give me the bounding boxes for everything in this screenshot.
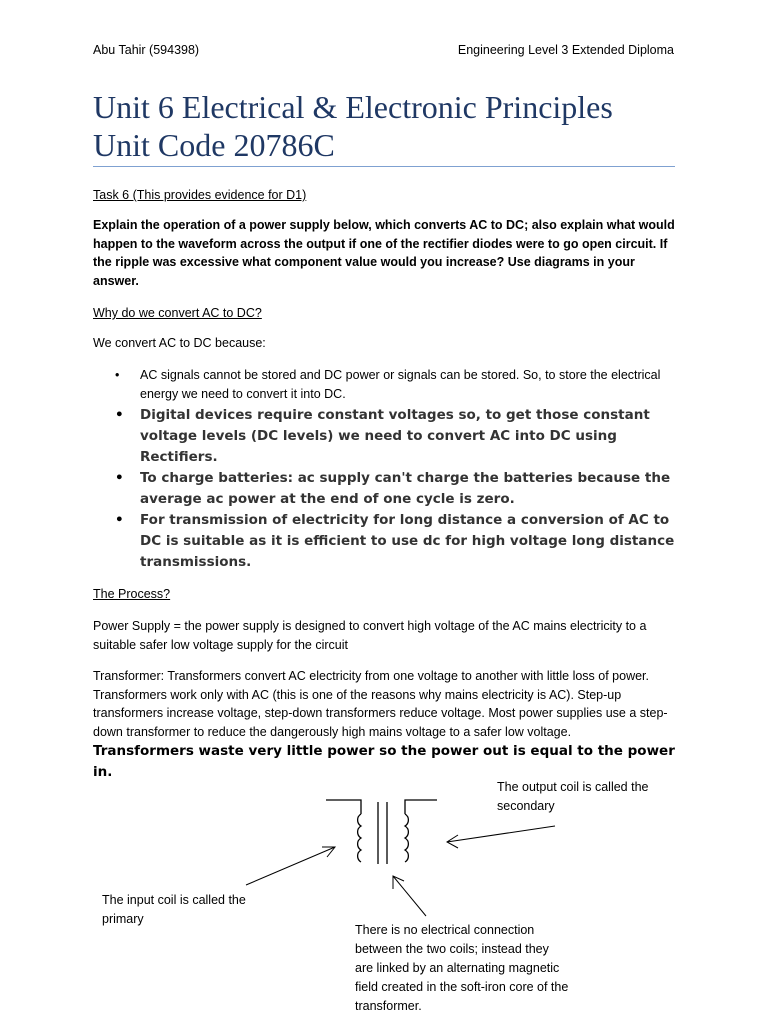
- secondary-coil: [405, 800, 437, 862]
- why-intro: We convert AC to DC because:: [93, 336, 266, 350]
- why-heading: Why do we convert AC to DC?: [93, 306, 262, 320]
- list-item: • To charge batteries: ac supply can't charge the batteries because the average ac power at the end of one cycle is zero.: [115, 470, 671, 507]
- process-heading: The Process?: [93, 587, 171, 601]
- list-item: • For transmission of electricity for long distance a conversion of AC to DC is suitable as it is efficient to use dc for high voltage long distance transmissions.: [115, 512, 675, 570]
- title-line-2: Unit Code 20786C: [93, 127, 335, 163]
- header-course: Engineering Level 3 Extended Diploma: [457, 43, 674, 57]
- iron-core: [378, 802, 387, 864]
- arrow-to-core: [393, 876, 426, 916]
- arrow-to-primary: [246, 847, 335, 885]
- title-line-1: Unit 6 Electrical & Electronic Principles: [93, 89, 613, 125]
- transformer-text: Transformer: Transformers convert AC electricity from one voltage to another with little loss of power. Transformers work only with AC (this is one of the reasons why mains electricity is AC). Step-up transformers increase voltage, step-down transformers reduce voltage. Most power supplies use a step-down transformer to reduce the dangerously high mains voltage to a safer low voltage.: [93, 669, 668, 739]
- task-text: Explain the operation of a power supply below, which converts AC to DC; also explain what would happen to the waveform across the output if one of the rectifier diodes were to go open circuit. If the ripple was excessive what component value would you increase? Use diagrams in your answer.: [93, 218, 675, 288]
- arrow-to-secondary: [447, 826, 555, 848]
- list-item: • Digital devices require constant voltages so, to get those constant voltage levels (DC levels) we need to convert AC into DC using Rectifiers.: [115, 407, 650, 465]
- power-supply-text: Power Supply = the power supply is designed to convert high voltage of the AC mains electricity to a suitable safer low voltage supply for the circuit: [93, 619, 647, 652]
- output-coil-label: The output coil is called the secondary: [497, 780, 649, 813]
- header-author: Abu Tahir (594398): [93, 43, 200, 57]
- list-item: • AC signals cannot be stored and DC power or signals can be stored. So, to store the electrical energy we need to convert it into DC.: [115, 368, 661, 401]
- task-heading: Task 6 (This provides evidence for D1): [93, 188, 307, 202]
- core-label: There is no electrical connection between the two coils; instead they are linked by an alternating magnetic field created in the soft-iron core of the transformer.: [355, 923, 569, 1013]
- transformer-bold: Transformers waste very little power so the power out is equal to the power in.: [93, 743, 675, 780]
- input-coil-label: The input coil is called the primary: [102, 893, 246, 926]
- primary-coil: [326, 800, 361, 862]
